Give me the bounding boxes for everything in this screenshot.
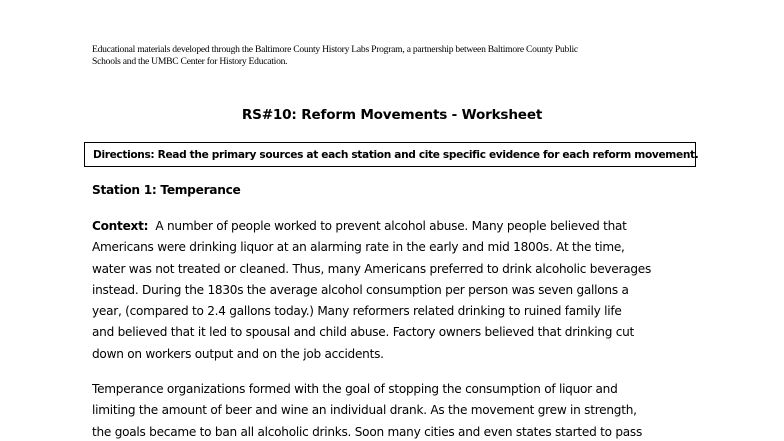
context-line: Americans were drinking liquor at an alarming rate in the early and mid 1800s. At the time, [92,240,625,255]
directions-box [84,142,699,167]
station-heading: Station 1: Temperance [92,183,241,197]
context-line: year, (compared to 2.4 gallons today.) Many reformers related drinking to ruined family life [92,304,622,319]
page-title: RS#10: Reform Movements - Worksheet [241,107,543,123]
context-line-text: A number of people worked to prevent alcohol abuse. Many people believed that [148,219,627,233]
temperance-paragraph [92,379,702,441]
temperance-line: Temperance organizations formed with the goal of stopping the consumption of liquor and [92,382,618,396]
context-line: instead. During the 1830s the average alcohol consumption per person was seven gallons a [92,282,629,297]
context-label: Context: [92,219,149,233]
context-line: water was not treated or cleaned. Thus, many Americans preferred to drink alcoholic beverages [92,261,652,276]
context-line: and believed that it led to spousal and child abuse. Factory owners believed that drinking cut [92,325,635,340]
context-line [92,216,702,237]
temperance-line: limiting the amount of beer and wine an individual drank. As the movement grew in strength, [92,403,637,418]
header-note-line-1: Educational materials developed through the Baltimore County History Labs Program, a partnership between Baltimore County Public [92,44,578,55]
context-paragraph [92,216,702,365]
temperance-line: the goals became to ban all alcoholic drinks. Soon many cities and even states started to pass [92,424,643,439]
context-line: down on workers output and on the job accidents. [92,346,384,361]
header-note [92,44,732,68]
directions-text: Directions: Read the primary sources at each station and cite specific evidence for each reform movement. [93,148,699,161]
header-note-line-2: Schools and the UMBC Center for History Education. [92,56,288,67]
